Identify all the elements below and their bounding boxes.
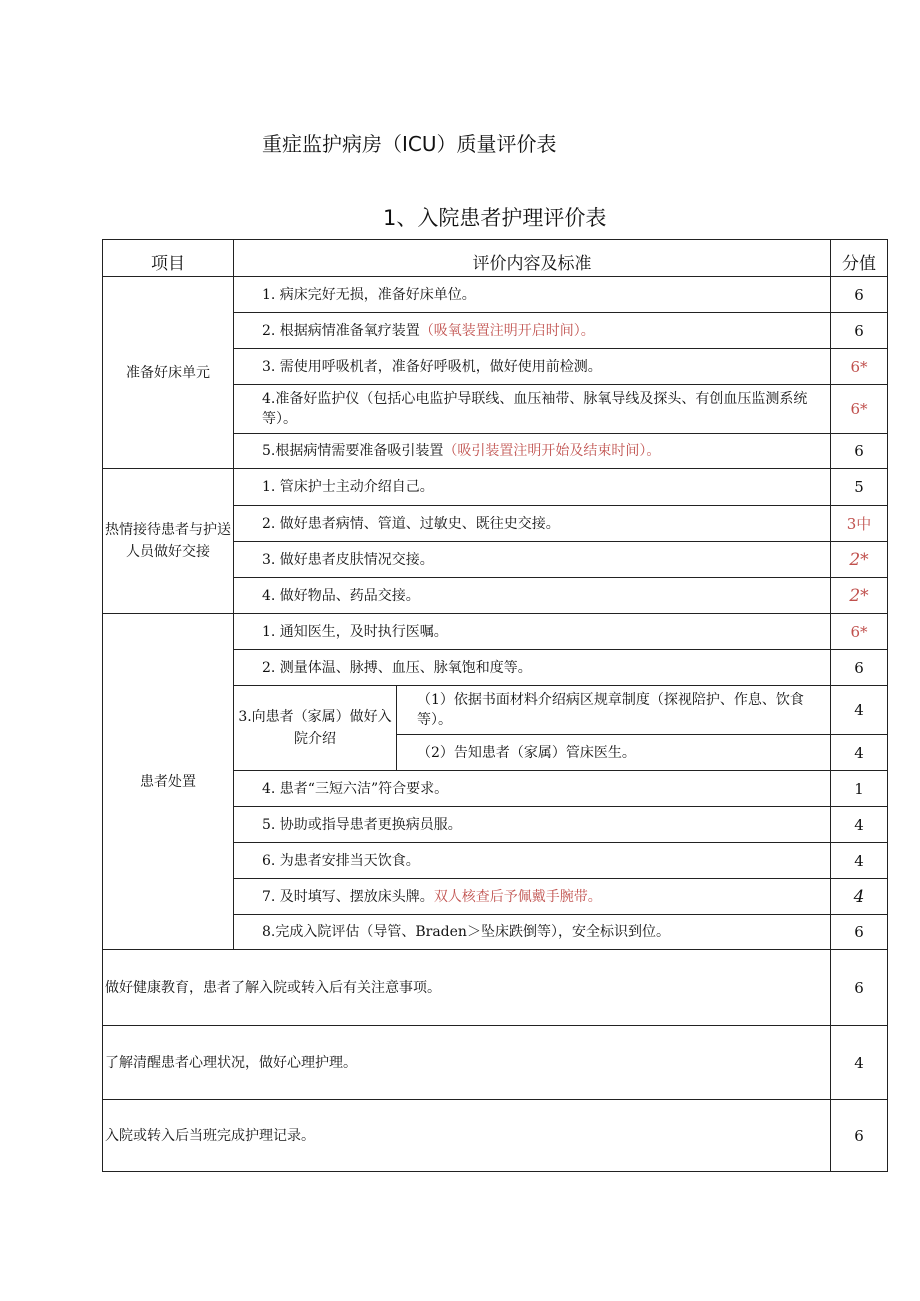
criterion-text: 4.准备好监护仪（包括心电监护导联线、血压袖带、脉氧导线及探头、有创血压监测系统等）。 bbox=[262, 391, 808, 427]
criterion-row bbox=[233, 842, 831, 879]
criterion-text: 8.完成入院评估（导管、Braden＞坠床跌倒等），安全标识到位。 bbox=[262, 924, 670, 940]
score-cell: 6 bbox=[830, 914, 888, 950]
criterion-text: 1. 通知医生，及时执行医嘱。 bbox=[262, 623, 448, 640]
criterion-text: 4. 做好物品、药品交接。 bbox=[262, 587, 420, 604]
score-cell: 6 bbox=[830, 1099, 888, 1172]
score-cell: 6 bbox=[830, 949, 888, 1026]
criterion-text: 6. 为患者安排当天饮食。 bbox=[262, 852, 420, 869]
criterion-row bbox=[233, 613, 831, 650]
criterion-row bbox=[233, 577, 831, 614]
score-cell: 3中 bbox=[830, 505, 888, 542]
criterion-note: （吸氧装置注明开启时间）。 bbox=[419, 322, 595, 339]
criterion-subrow bbox=[396, 685, 831, 735]
criterion-note: （吸引装置注明开始及结束时间）。 bbox=[443, 443, 661, 459]
criterion-row bbox=[233, 433, 831, 469]
criterion-text: （1）依据书面材料介绍病区规章制度（探视陪护、作息、饮食等）。 bbox=[417, 692, 804, 728]
criterion-text: 5.根据病情需要准备吸引装置 bbox=[262, 443, 444, 459]
score-cell: 6 bbox=[830, 649, 888, 686]
category-reception bbox=[102, 468, 234, 614]
header-item: 项目 bbox=[102, 239, 234, 277]
criterion-row bbox=[233, 505, 831, 542]
category-handling: 患者处置 bbox=[102, 613, 234, 950]
criterion-row bbox=[233, 312, 831, 349]
score-cell: 6* bbox=[830, 384, 888, 434]
criterion-group bbox=[233, 685, 397, 771]
criterion-text: 入院或转入后当班完成护理记录。 bbox=[105, 1127, 315, 1144]
criterion-group-label: 3.向患者（家属）做好入院介绍 bbox=[238, 709, 392, 747]
criterion-row bbox=[233, 878, 831, 915]
criterion-row bbox=[233, 276, 831, 313]
score-cell: 6* bbox=[830, 348, 888, 385]
criterion-text: 2. 根据病情准备氧疗装置 bbox=[262, 322, 420, 339]
criterion-row bbox=[233, 348, 831, 385]
category-label: 热情接待患者与护送人员做好交接 bbox=[105, 522, 231, 560]
criterion-row bbox=[233, 468, 831, 506]
criterion-row-wide bbox=[102, 1099, 831, 1172]
score-cell: 2* bbox=[830, 541, 888, 578]
header-content: 评价内容及标准 bbox=[233, 239, 831, 277]
score-cell: 5 bbox=[830, 468, 888, 506]
criterion-text: 1. 病床完好无损，准备好床单位。 bbox=[262, 286, 476, 303]
score-cell: 4 bbox=[830, 685, 888, 735]
score-cell: 4 bbox=[830, 842, 888, 879]
criterion-row bbox=[233, 384, 831, 434]
criterion-text: 3. 做好患者皮肤情况交接。 bbox=[262, 551, 434, 568]
criterion-row-wide bbox=[102, 1025, 831, 1100]
score-cell: 4 bbox=[830, 806, 888, 843]
score-cell: 6 bbox=[830, 312, 888, 349]
criterion-row bbox=[233, 649, 831, 686]
criterion-subrow bbox=[396, 734, 831, 771]
score-cell: 4 bbox=[830, 878, 888, 915]
criterion-text: 7. 及时填写、摆放床头牌。 bbox=[262, 888, 434, 905]
criterion-text: 1. 管床护士主动介绍自己。 bbox=[262, 479, 434, 495]
score-cell: 6* bbox=[830, 613, 888, 650]
criterion-text: 做好健康教育，患者了解入院或转入后有关注意事项。 bbox=[105, 979, 441, 996]
score-cell: 4 bbox=[830, 1025, 888, 1100]
criterion-row-wide bbox=[102, 949, 831, 1026]
criterion-row bbox=[233, 541, 831, 578]
criterion-text: 5. 协助或指导患者更换病员服。 bbox=[262, 816, 462, 833]
score-cell: 4 bbox=[830, 734, 888, 771]
criterion-text: 了解清醒患者心理状况，做好心理护理。 bbox=[105, 1054, 357, 1071]
score-cell: 6 bbox=[830, 276, 888, 313]
category-prep: 准备好床单元 bbox=[102, 276, 234, 469]
criterion-text: 2. 做好患者病情、管道、过敏史、既往史交接。 bbox=[262, 515, 560, 532]
page-subtitle: 1、入院患者护理评价表 bbox=[383, 206, 607, 230]
score-cell: 2* bbox=[830, 577, 888, 614]
score-cell: 6 bbox=[830, 433, 888, 469]
criterion-text: （2）告知患者（家属）管床医生。 bbox=[417, 744, 636, 761]
criterion-row bbox=[233, 806, 831, 843]
criterion-note: 双人核查后予佩戴手腕带。 bbox=[433, 888, 602, 905]
criterion-text: 2. 测量体温、脉搏、血压、脉氧饱和度等。 bbox=[262, 659, 532, 676]
header-score: 分值 bbox=[830, 239, 888, 277]
criterion-text: 3. 需使用呼吸机者，准备好呼吸机，做好使用前检测。 bbox=[262, 358, 602, 375]
criterion-row bbox=[233, 770, 831, 807]
criterion-text: 4. 患者“三短六洁”符合要求。 bbox=[262, 780, 449, 797]
criterion-row bbox=[233, 914, 831, 950]
page-title: 重症监护病房（ICU）质量评价表 bbox=[262, 132, 557, 156]
score-cell: 1 bbox=[830, 770, 888, 807]
